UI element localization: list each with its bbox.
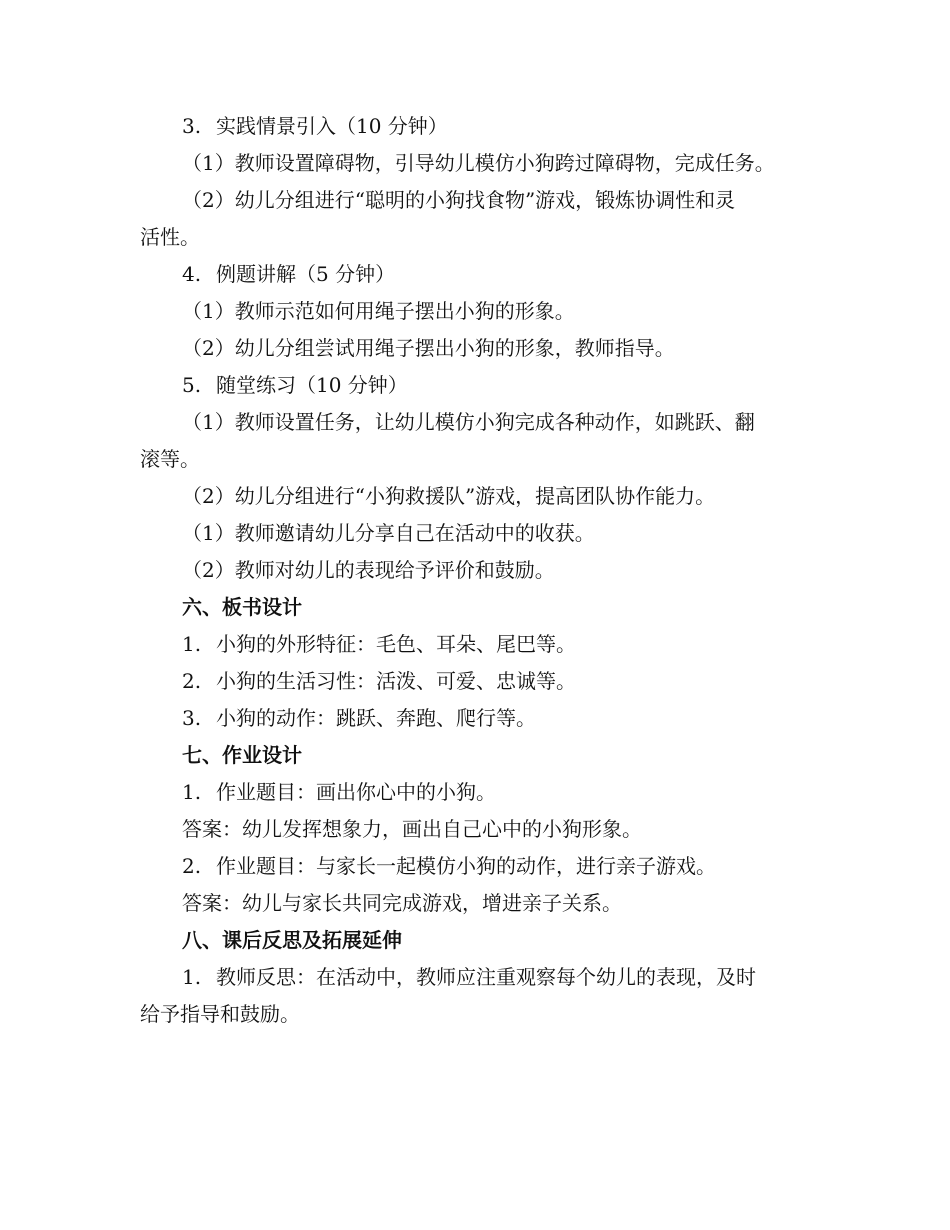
continuation-line: 给予指导和鼓励。 [140, 1002, 300, 1026]
list-item [140, 256, 810, 293]
sub-item: （2）幼儿分组尝试用绳子摆出小狗的形象，教师指导。 [182, 336, 675, 360]
sub-item: （1）教师示范如何用绳子摆出小狗的形象。 [182, 299, 575, 323]
section-heading: 七、作业设计 [182, 743, 302, 767]
item-number: 1. [182, 780, 202, 804]
document-body [140, 108, 810, 1033]
sub-item: （2）幼儿分组进行“小狗救援队”游戏，提高团队协作能力。 [182, 484, 716, 508]
sub-item: （1）教师设置障碍物，引导幼儿模仿小狗跨过障碍物，完成任务。 [182, 151, 775, 175]
item-text: 小狗的动作：跳跃、奔跑、爬行等。 [216, 706, 536, 730]
section-heading: 八、课后反思及拓展延伸 [182, 928, 402, 952]
item-number: 1. [182, 965, 202, 989]
list-item [140, 700, 810, 737]
list-item [140, 108, 810, 145]
item-text: 教师反思：在活动中，教师应注重观察每个幼儿的表现，及时 [216, 965, 756, 989]
list-item [140, 959, 810, 996]
sub-item: （1）教师设置任务，让幼儿模仿小狗完成各种动作，如跳跃、翻 [182, 410, 755, 434]
continuation-line: 滚等。 [140, 447, 200, 471]
item-number: 3. [182, 706, 202, 730]
item-text: 小狗的外形特征：毛色、耳朵、尾巴等。 [216, 632, 576, 656]
item-number: 5. [182, 373, 202, 397]
item-number: 3. [182, 114, 202, 138]
item-number: 4. [182, 262, 202, 286]
list-item [140, 663, 810, 700]
item-text: 例题讲解（5 分钟） [216, 262, 396, 286]
item-text: 小狗的生活习性：活泼、可爱、忠诚等。 [216, 669, 576, 693]
item-number: 2. [182, 854, 202, 878]
sub-item: （1）教师邀请幼儿分享自己在活动中的收获。 [182, 521, 595, 545]
answer-line: 答案：幼儿与家长共同完成游戏，增进亲子关系。 [182, 891, 622, 915]
answer-line: 答案：幼儿发挥想象力，画出自己心中的小狗形象。 [182, 817, 642, 841]
list-item [140, 848, 810, 885]
item-number: 1. [182, 632, 202, 656]
item-text: 作业题目：画出你心中的小狗。 [216, 780, 496, 804]
item-text: 实践情景引入（10 分钟） [216, 114, 448, 138]
list-item [140, 367, 810, 404]
item-text: 随堂练习（10 分钟） [216, 373, 408, 397]
item-text: 作业题目：与家长一起模仿小狗的动作，进行亲子游戏。 [216, 854, 716, 878]
sub-item: （2）幼儿分组进行“聪明的小狗找食物”游戏，锻炼协调性和灵 [182, 188, 736, 212]
item-number: 2. [182, 669, 202, 693]
sub-item: （2）教师对幼儿的表现给予评价和鼓励。 [182, 558, 555, 582]
continuation-line: 活性。 [140, 225, 200, 249]
section-heading: 六、板书设计 [182, 595, 302, 619]
list-item [140, 774, 810, 811]
list-item [140, 626, 810, 663]
